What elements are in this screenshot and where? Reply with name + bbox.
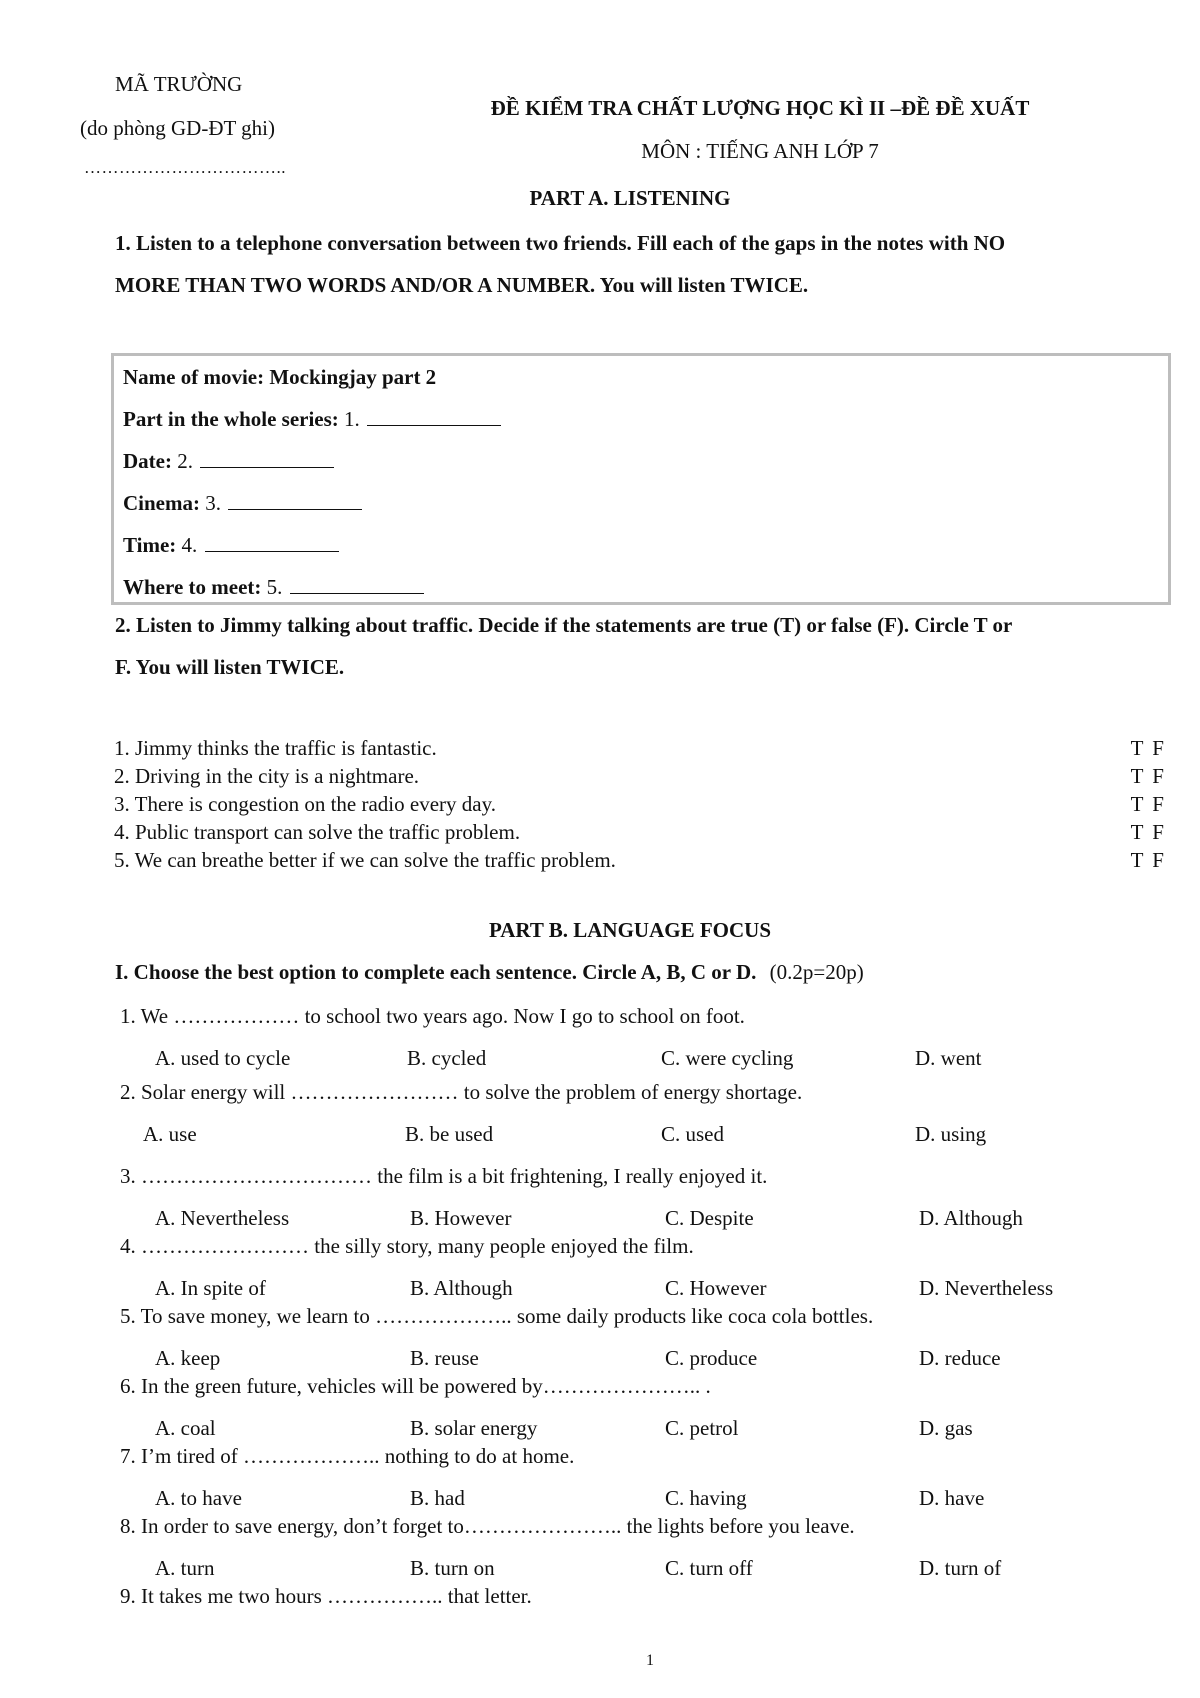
option-b[interactable]: B. However <box>410 1206 512 1230</box>
option-b[interactable]: B. solar energy <box>410 1416 538 1440</box>
option-d[interactable]: D. reduce <box>919 1346 1001 1370</box>
note-time <box>123 533 339 558</box>
option-d[interactable]: D. went <box>915 1046 982 1070</box>
statement-text: 4. Public transport can solve the traffic problem. <box>114 820 521 844</box>
true-false-choice[interactable]: T F <box>1130 736 1166 760</box>
section1-title: I. Choose the best option to complete each sentence. Circle A, B, C or D. <box>115 960 757 984</box>
option-d[interactable]: D. using <box>915 1122 987 1146</box>
note-meeting-place <box>123 575 424 600</box>
option-a[interactable]: A. coal <box>155 1416 216 1440</box>
statement-text: 3. There is congestion on the radio every day. <box>114 792 496 816</box>
statement-text: 5. We can breathe better if we can solve the traffic problem. <box>114 848 616 872</box>
answer-blank[interactable] <box>290 592 424 594</box>
task1-instruction-line2: MORE THAN TWO WORDS AND/OR A NUMBER. You will listen TWICE. <box>115 273 809 297</box>
question-7: 7. I’m tired of ……………….. nothing to do at home. <box>120 1444 575 1468</box>
option-b[interactable]: B. be used <box>405 1122 494 1146</box>
statement-text: 1. Jimmy thinks the traffic is fantastic. <box>114 736 437 760</box>
section1-score: (0.2p=20p) <box>769 960 864 984</box>
true-false-choice[interactable]: T F <box>1130 820 1166 844</box>
part-b-title: PART B. LANGUAGE FOCUS <box>488 918 771 942</box>
option-d[interactable]: D. gas <box>919 1416 973 1440</box>
note-date <box>123 449 334 474</box>
question-8: 8. In order to save energy, don’t forget to………………….. the lights before you leave. <box>120 1514 855 1538</box>
statement-row <box>114 792 1174 817</box>
option-d[interactable]: D. Although <box>919 1206 1023 1230</box>
question-1: 1. We ……………… to school two years ago. Now I go to school on foot. <box>120 1004 745 1028</box>
note-label: Where to meet: <box>123 575 262 599</box>
true-false-choice[interactable]: T F <box>1130 764 1166 788</box>
school-code-dots: …………………………….. <box>84 158 286 177</box>
option-b[interactable]: B. cycled <box>407 1046 487 1070</box>
option-c[interactable]: C. turn off <box>665 1556 753 1580</box>
option-a[interactable]: A. keep <box>155 1346 221 1370</box>
note-label: Name of movie: Mockingjay part 2 <box>123 365 437 389</box>
option-a[interactable]: A. In spite of <box>155 1276 266 1300</box>
exam-title: ĐỀ KIỂM TRA CHẤT LƯỢNG HỌC KÌ II –ĐỀ ĐỀ XUẤT <box>490 96 1030 120</box>
answer-blank[interactable] <box>228 508 362 510</box>
question-9: 9. It takes me two hours …………….. that letter. <box>120 1584 532 1608</box>
option-b[interactable]: B. had <box>410 1486 465 1510</box>
note-label: Date: <box>123 449 172 473</box>
option-c[interactable]: C. petrol <box>665 1416 739 1440</box>
option-a[interactable]: A. use <box>143 1122 197 1146</box>
note-label: Cinema: <box>123 491 200 515</box>
note-label: Time: <box>123 533 177 557</box>
statement-text: 2. Driving in the city is a nightmare. <box>114 764 420 788</box>
question-4: 4. …………………… the silly story, many people enjoyed the film. <box>120 1234 694 1258</box>
statement-row <box>114 736 1174 761</box>
note-movie-name <box>123 365 436 390</box>
question-2: 2. Solar energy will …………………… to solve the problem of energy shortage. <box>120 1080 803 1104</box>
option-b[interactable]: B. reuse <box>410 1346 479 1370</box>
option-c[interactable]: C. were cycling <box>661 1046 794 1070</box>
answer-blank[interactable] <box>200 466 334 468</box>
section1-instruction <box>115 960 864 985</box>
true-false-choice[interactable]: T F <box>1130 792 1166 816</box>
note-number: 3. <box>200 491 221 515</box>
statement-row <box>114 764 1174 789</box>
task1-instruction-line1: 1. Listen to a telephone conversation between two friends. Fill each of the gaps in the notes with NO <box>115 231 1006 255</box>
option-d[interactable]: D. turn of <box>919 1556 1002 1580</box>
answer-blank[interactable] <box>205 550 339 552</box>
answer-blank[interactable] <box>367 424 501 426</box>
question-5: 5. To save money, we learn to ……………….. some daily products like coca cola bottles. <box>120 1304 874 1328</box>
statement-row <box>114 848 1174 873</box>
school-code-label: MÃ TRƯỜNG <box>115 72 243 96</box>
exam-subject: MÔN : TIẾNG ANH LỚP 7 <box>641 139 879 163</box>
note-number: 4. <box>176 533 198 557</box>
option-c[interactable]: C. produce <box>665 1346 758 1370</box>
option-a[interactable]: A. used to cycle <box>155 1046 291 1070</box>
school-code-note: (do phòng GD-ĐT ghi) <box>80 116 276 140</box>
notes-box <box>111 353 1171 605</box>
note-number: 5. <box>261 575 283 599</box>
note-number: 2. <box>171 449 193 473</box>
note-cinema <box>123 491 362 516</box>
part-a-title: PART A. LISTENING <box>529 186 731 210</box>
question-3: 3. …………………………… the film is a bit frightening, I really enjoyed it. <box>120 1164 768 1188</box>
question-6: 6. In the green future, vehicles will be powered by………………….. . <box>120 1374 711 1398</box>
note-label: Part in the whole series: <box>123 407 339 431</box>
task2-instruction-line2: F. You will listen TWICE. <box>115 655 345 679</box>
task2-instruction-line1: 2. Listen to Jimmy talking about traffic. Decide if the statements are true (T) or false (F). Circle T or <box>115 613 1013 637</box>
option-a[interactable]: A. Nevertheless <box>155 1206 290 1230</box>
page-number: 1 <box>646 1652 654 1669</box>
option-d[interactable]: D. have <box>919 1486 985 1510</box>
statement-row <box>114 820 1174 845</box>
option-b[interactable]: B. turn on <box>410 1556 495 1580</box>
option-c[interactable]: C. However <box>665 1276 767 1300</box>
option-b[interactable]: B. Although <box>410 1276 513 1300</box>
note-part <box>123 407 501 432</box>
option-c[interactable]: C. having <box>665 1486 747 1510</box>
option-d[interactable]: D. Nevertheless <box>919 1276 1054 1300</box>
option-c[interactable]: C. used <box>661 1122 724 1146</box>
note-number: 1. <box>338 407 360 431</box>
option-a[interactable]: A. turn <box>155 1556 215 1580</box>
true-false-choice[interactable]: T F <box>1130 848 1166 872</box>
option-c[interactable]: C. Despite <box>665 1206 754 1230</box>
option-a[interactable]: A. to have <box>155 1486 242 1510</box>
